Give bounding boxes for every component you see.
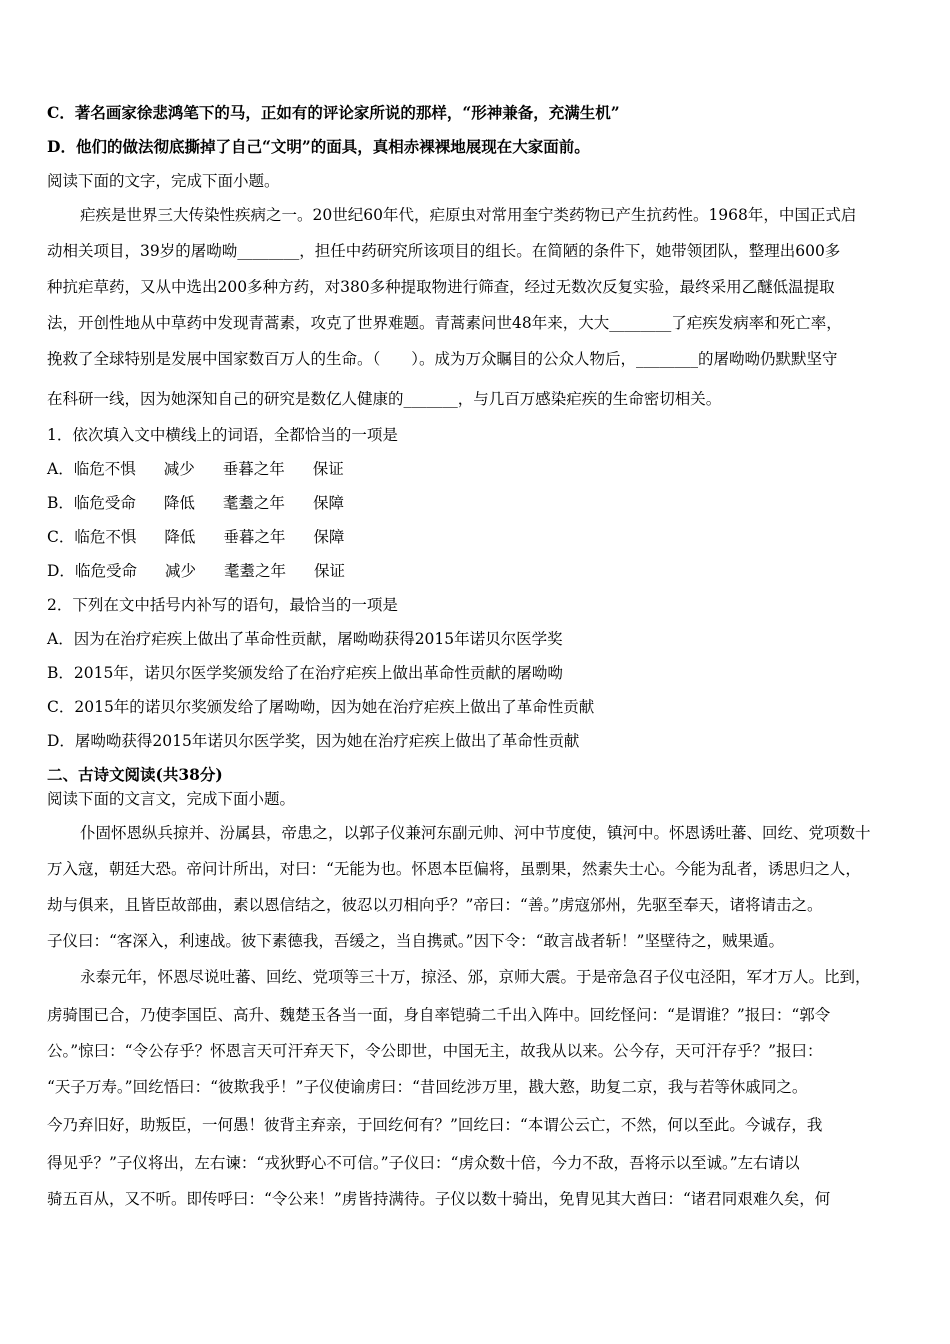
q2-option-c[interactable]: C．2015年的诺贝尔奖颁发给了屠呦呦，因为她在治疗疟疾上做出了革命性贡献 (47, 698, 595, 716)
option-word: 保障 (312, 494, 344, 512)
passage-line: 虏骑围已合，乃使李国臣、高升、魏楚玉各当一面，身自率铠骑二千出入阵中。回纥怪问：“是谓谁？”报曰：“郭令 (47, 1006, 831, 1024)
option-letter: A． (47, 460, 74, 478)
q1-option-c[interactable] (0, 526, 950, 548)
passage-line: 公。”惊曰：“令公存乎？怀恩言天可汗弃天下，令公即世，中国无主，故我从以来。公今存，天可汗存乎？”报曰： (47, 1042, 823, 1060)
option-word: 保障 (313, 528, 345, 546)
option-c-text: C．著名画家徐悲鸿笔下的马，正如有的评论家所说的那样，“形神兼备，充满生机” (47, 103, 620, 122)
passage-line: 永泰元年，怀恩尽说吐蕃、回纥、党项等三十万，掠泾、邠，京师大震。于是帝急召子仪屯泾阳，军才万人。比到， (80, 968, 871, 986)
passage-line: 劫与俱来，且皆臣故部曲，素以恩信结之，彼忍以刃相向乎？”帝曰：“善。”虏寇邠州，先驱至奉天，诸将请击之。 (47, 896, 823, 914)
option-word: 临危受命 (74, 562, 137, 580)
question-1-stem: 1．依次填入文中横线上的词语，全都恰当的一项是 (47, 426, 398, 444)
option-word: 临危不惧 (74, 528, 137, 546)
option-letter: B． (47, 494, 74, 512)
option-word: 垂暮之年 (222, 460, 285, 478)
option-word: 降低 (163, 494, 195, 512)
q2-option-a[interactable]: A．因为在治疗疟疾上做出了革命性贡献，屠呦呦获得2015年诺贝尔医学奖 (47, 630, 563, 648)
option-word: 耄耋之年 (223, 562, 286, 580)
passage-line: 法，开创性地从中草药中发现青蒿素，攻克了世界难题。青蒿素问世48年来，大大________了疟疾发病率和死亡率， (47, 314, 842, 332)
passage-line: 种抗疟草药，又从中选出200多种方药，对380多种提取物进行筛查，经过无数次反复实验，最终采用乙醚低温提取 (47, 278, 835, 296)
passage-line: 在科研一线，因为她深知自己的研究是数亿人健康的_______，与几百万感染疟疾的生命密切相关。 (47, 390, 722, 408)
q1-option-a[interactable] (0, 458, 950, 480)
passage-line: 动相关项目，39岁的屠呦呦________，担任中药研究所该项目的组长。在简陋的条件下，她带领团队，整理出600多 (47, 242, 841, 260)
passage-line: 仆固怀恩纵兵掠并、汾属县，帝患之，以郭子仪兼河东副元帅、河中节度使，镇河中。怀恩诱吐蕃、回纥、党项数十 (80, 824, 871, 842)
passage-line: “天子万寿。”回纥悟曰：“彼欺我乎！”子仪使谕虏曰：“昔回纥涉万里，戡大憝，助复二京，我与若等休戚同之。 (47, 1078, 808, 1096)
option-letter: C． (47, 528, 75, 546)
passage-line: 今乃弃旧好，助叛臣，一何愚！彼背主弃亲，于回纥何有？”回纥曰：“本谓公云亡，不然，何以至此。今诚存，我 (47, 1116, 823, 1134)
option-word: 降低 (164, 528, 196, 546)
passage-line: 子仪曰：“客深入，利速战。彼下素德我，吾缓之，当自携贰。”因下令：“敢言战者斩！”坚壁待之，贼果遁。 (47, 932, 784, 950)
option-word: 保证 (313, 562, 345, 580)
option-word: 临危受命 (73, 494, 136, 512)
option-word: 减少 (164, 562, 196, 580)
q1-option-b[interactable] (0, 492, 950, 514)
option-word: 保证 (312, 460, 344, 478)
option-word: 临危不惧 (73, 460, 136, 478)
passage-line: 疟疾是世界三大传染性疾病之一。20世纪60年代，疟原虫对常用奎宁类药物已产生抗药性。1968年，中国正式启 (80, 206, 857, 224)
section-title: 二、古诗文阅读(共38分) (47, 765, 223, 784)
section-instruction: 阅读下面的文言文，完成下面小题。 (47, 790, 296, 808)
question-2-stem: 2．下列在文中括号内补写的语句，最恰当的一项是 (47, 596, 398, 614)
passage-line: 挽救了全球特别是发展中国家数百万人的生命。（ ）。成为万众瞩目的公众人物后，________的屠呦呦仍默默坚守 (47, 350, 838, 368)
q1-option-d[interactable] (0, 560, 950, 582)
reading-instruction: 阅读下面的文字，完成下面小题。 (47, 172, 280, 190)
q2-option-b[interactable]: B．2015年，诺贝尔医学奖颁发给了在治疗疟疾上做出革命性贡献的屠呦呦 (47, 664, 563, 682)
option-word: 减少 (163, 460, 195, 478)
q2-option-d[interactable]: D．屠呦呦获得2015年诺贝尔医学奖，因为她在治疗疟疾上做出了革命性贡献 (47, 732, 580, 750)
option-word: 耄耋之年 (222, 494, 285, 512)
option-d-text: D．他们的做法彻底撕掉了自己“文明”的面具，真相赤裸裸地展现在大家面前。 (47, 137, 590, 156)
option-letter: D． (47, 562, 75, 580)
passage-line: 万入寇，朝廷大恐。帝问计所出，对曰：“无能为也。怀恩本臣偏将，虽剽果，然素失士心。今能为乱者，诱思归之人， (47, 860, 861, 878)
option-word: 垂暮之年 (223, 528, 286, 546)
passage-line: 得见乎？”子仪将出，左右谏：“戎狄野心不可信。”子仪曰：“虏众数十倍，今力不敌，吾将示以至诚。”左右请以 (47, 1154, 800, 1172)
passage-line: 骑五百从，又不听。即传呼曰：“令公来！”虏皆持满待。子仪以数十骑出，免胄见其大酋曰：“诸君同艰难久矣，何 (47, 1190, 831, 1208)
